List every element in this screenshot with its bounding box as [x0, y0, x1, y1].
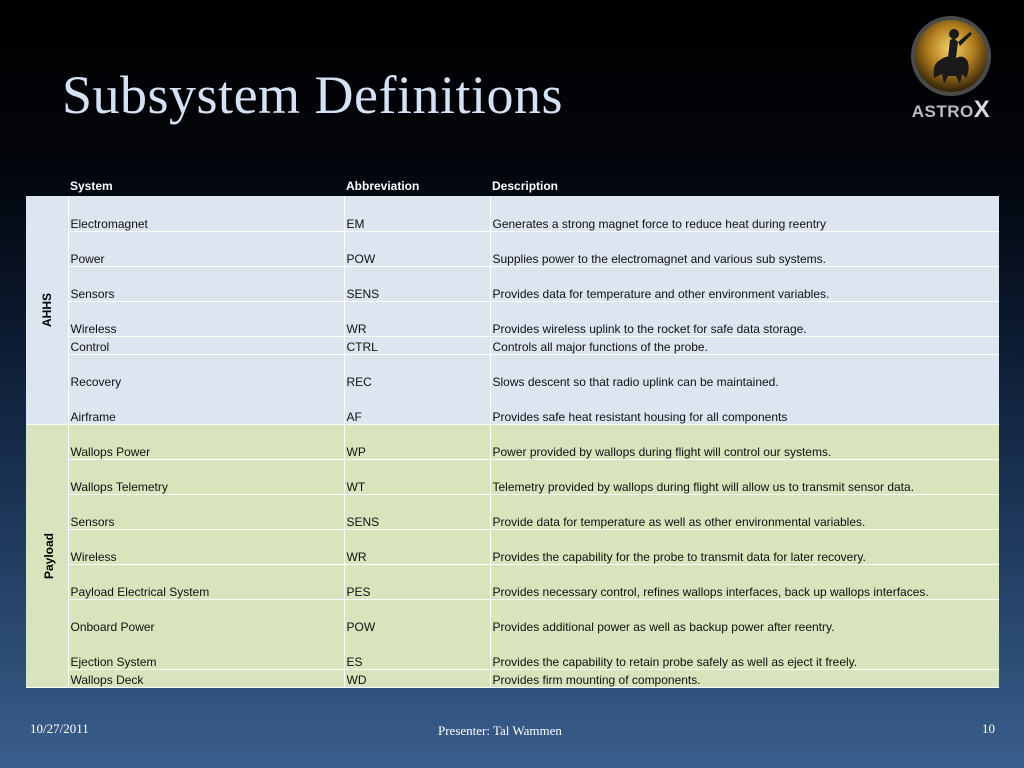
footer-presenter: Presenter: Tal Wammen [438, 723, 562, 738]
cell-description: Telemetry provided by wallops during flight will allow us to transmit sensor data. [490, 459, 999, 494]
slide-title: Subsystem Definitions [62, 65, 564, 125]
table-row [26, 564, 999, 599]
table-row [26, 231, 999, 266]
subsystem-table-container [26, 176, 999, 688]
table-row [26, 634, 999, 669]
table-row [26, 266, 999, 301]
group-label-payload: Payload [26, 424, 68, 687]
cell-system: Control [68, 336, 344, 354]
table-row [26, 389, 999, 424]
cell-system: Recovery [68, 354, 344, 389]
footer-page-number: 10 [982, 721, 995, 736]
cell-system: Wireless [68, 529, 344, 564]
cell-abbreviation: ES [344, 634, 490, 669]
footer-date: 10/27/2011 [30, 721, 89, 736]
cell-description: Supplies power to the electromagnet and various sub systems. [490, 231, 999, 266]
cell-system: Airframe [68, 389, 344, 424]
cell-description: Power provided by wallops during flight will control our systems. [490, 424, 999, 459]
cell-description: Provides data for temperature and other environment variables. [490, 266, 999, 301]
cell-system: Onboard Power [68, 599, 344, 634]
table-row [26, 301, 999, 336]
cell-abbreviation: WT [344, 459, 490, 494]
cell-description: Controls all major functions of the probe. [490, 336, 999, 354]
cell-system: Sensors [68, 494, 344, 529]
cell-system: Electromagnet [68, 196, 344, 231]
cell-abbreviation: WD [344, 669, 490, 687]
cell-abbreviation: POW [344, 231, 490, 266]
table-header-row [26, 176, 999, 196]
cell-description: Provides the capability to retain probe safely as well as eject it freely. [490, 634, 999, 669]
cell-abbreviation: CTRL [344, 336, 490, 354]
cell-system: Wallops Deck [68, 669, 344, 687]
table-row [26, 336, 999, 354]
cell-system: Payload Electrical System [68, 564, 344, 599]
table-row [26, 196, 999, 231]
cell-description: Provides additional power as well as backup power after reentry. [490, 599, 999, 634]
header-description: Description [492, 179, 559, 193]
cell-abbreviation: POW [344, 599, 490, 634]
cell-description: Provides safe heat resistant housing for all components [490, 389, 999, 424]
table-row [26, 669, 999, 687]
group-label-ahhs: AHHS [26, 196, 68, 424]
cell-description: Provides firm mounting of components. [490, 669, 999, 687]
table-row [26, 529, 999, 564]
cell-abbreviation: EM [344, 196, 490, 231]
header-abbreviation: Abbreviation [346, 179, 420, 193]
header-system: System [70, 179, 113, 193]
cell-system: Wallops Power [68, 424, 344, 459]
cell-system: Ejection System [68, 634, 344, 669]
cell-description: Generates a strong magnet force to reduce heat during reentry [490, 196, 999, 231]
cell-abbreviation: SENS [344, 266, 490, 301]
table-row [26, 354, 999, 389]
cell-system: Sensors [68, 266, 344, 301]
subsystem-table [26, 176, 999, 688]
logo-wordmark: ASTROX [911, 96, 991, 123]
cell-abbreviation: SENS [344, 494, 490, 529]
cell-description: Slows descent so that radio uplink can be maintained. [490, 354, 999, 389]
cell-description: Provide data for temperature as well as other environmental variables. [490, 494, 999, 529]
table-row [26, 599, 999, 634]
cell-system: Power [68, 231, 344, 266]
astrox-logo [904, 14, 998, 126]
cell-system: Wireless [68, 301, 344, 336]
cell-description: Provides necessary control, refines wallops interfaces, back up wallops interfaces. [490, 564, 999, 599]
table-row [26, 424, 999, 459]
cell-abbreviation: PES [344, 564, 490, 599]
cell-system: Wallops Telemetry [68, 459, 344, 494]
table-row [26, 459, 999, 494]
cell-abbreviation: REC [344, 354, 490, 389]
cell-description: Provides wireless uplink to the rocket for safe data storage. [490, 301, 999, 336]
cell-abbreviation: WR [344, 529, 490, 564]
table-row [26, 494, 999, 529]
cell-abbreviation: WP [344, 424, 490, 459]
cell-abbreviation: AF [344, 389, 490, 424]
header-group [26, 176, 68, 196]
cell-abbreviation: WR [344, 301, 490, 336]
cell-description: Provides the capability for the probe to transmit data for later recovery. [490, 529, 999, 564]
